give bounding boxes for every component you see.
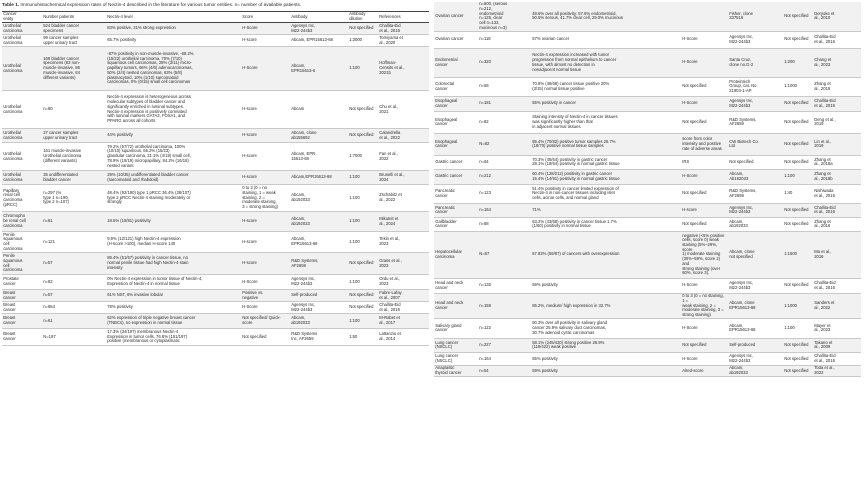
cancer-entity-cell: Breast cancer — [3, 315, 16, 325]
cancer-entity-cell: Chromopho be renal cell carcinoma — [3, 213, 26, 228]
score-cell: H-Score — [682, 325, 698, 331]
reference-cell: Mikuteit et al., 2024 — [379, 215, 399, 226]
cancer-entity-cell: Head and neck cancer — [435, 300, 464, 310]
table-row — [2, 185, 429, 212]
score-cell: H-score — [682, 206, 697, 212]
score-cell: Not specified — [682, 342, 707, 348]
score-cell: H-Score — [242, 278, 258, 284]
score-cell: H-Score — [682, 36, 698, 42]
dilution-cell: 1:200 — [784, 59, 795, 65]
table-row — [434, 318, 861, 338]
nectin4-level-cell: 67.82% (59/87) of cancers with overexpression — [532, 251, 620, 257]
patients-cell: 169 bladder cancer specimens (83 non- muscle-invasive, 86 muscle-invasive, 84 different variants) — [43, 55, 80, 80]
header-score: Score — [241, 12, 290, 23]
reference-cell: Mayer et al., 2023 — [814, 322, 831, 333]
nectin4-level-cell: 48.6% over all positivity: 57.6% endometrioid, 50.5% serous, 41.7% clear cell, 29.0% mucinous — [532, 10, 623, 21]
dilution-cell: Not specified — [784, 282, 809, 288]
table-row — [434, 77, 861, 96]
table-row — [2, 232, 429, 253]
dilution-cell: Not specified — [784, 13, 809, 19]
dilution-cell: 1:100 — [349, 194, 360, 200]
antibody-cell: Self-produced — [729, 342, 756, 348]
patients-cell: n=164 — [479, 355, 491, 361]
patients-cell: n=57 — [43, 292, 53, 298]
dilution-cell: 1:1500 — [784, 251, 797, 257]
nectin4-level-cell: 55% positivity — [532, 355, 558, 361]
cancer-entity-cell: Breast cancer — [3, 289, 16, 300]
table-row — [434, 352, 861, 365]
cancer-entity-cell: Papillary renal cell carcinoma (pRCC) — [3, 187, 23, 207]
cancer-entity-cell: Salivary gland cancer — [435, 322, 462, 333]
nectin4-level-cell: 60.4% (128/212) positivity in gastric cancer 15.4% (14/91) positivity in normal gastric tissue — [532, 171, 620, 181]
nectin4-level-cell: 63.2% (43/68) positivity in cancer tissue 1.7% (1/60) positivity in normal tissue — [532, 218, 617, 229]
nectin4-level-cell: 59% positivity — [532, 367, 558, 373]
patients-cell: n=500, (serous n=212, endometrioid n=125, clear cell n=132, mucinous n=3) — [479, 2, 508, 30]
score-cell: H-Score — [682, 100, 698, 106]
reference-cell: Challita-Eid et al., 2016 — [814, 280, 836, 290]
cancer-entity-cell: Urothelial carcinoma — [3, 150, 23, 161]
reference-cell: Challita-Eid et al., 2016 — [814, 34, 836, 44]
reference-cell: Challita-Eid et al., 2016 — [379, 301, 401, 312]
nectin4-level-cell: 86.2%, medium/ high expression in 32.7% — [532, 302, 611, 308]
cancer-entity-cell: Lung cancer (NSCLC) — [435, 339, 459, 350]
dilution-cell: Not specified — [784, 355, 809, 361]
nectin4-level-cell: 83% positive, 31% strong expression — [107, 25, 176, 31]
antibody-cell: R&D Systems, AF2659 — [291, 257, 319, 268]
nectin4-level-cell: 78% positivity — [107, 304, 133, 310]
reference-cell: Grass et al., 2023 — [379, 257, 402, 268]
table-row — [2, 275, 429, 290]
patients-cell: n=297 (% type 1 n=190, type 2 n=107) — [43, 189, 69, 205]
table-row — [434, 278, 861, 293]
antibody-cell: Agensys Inc, M22-244b3 — [291, 301, 316, 312]
table-row — [2, 302, 429, 314]
nectin4-level-cell: 85.4% (70/82) positive tumor samples 25.7% (18/70) positive normal tissue samples — [532, 138, 616, 149]
cancer-entity-cell: Pancreatic cancer — [435, 204, 455, 215]
cancer-entity-cell: Esophageal cancer — [435, 116, 458, 127]
patients-cell: n=121 — [43, 238, 55, 244]
antibody-cell: Agensys Inc, M22-244b3 — [729, 280, 754, 290]
table-row — [2, 329, 429, 346]
antibody-cell: Abcam, ab192033 — [291, 192, 310, 202]
score-cell: H-score — [242, 106, 257, 112]
antibody-cell: Agensys Inc, M22-244b3 — [729, 34, 754, 44]
dilution-cell: 1:1000 — [784, 83, 797, 89]
antibody-cell: Agensys Inc, M22-244b3 — [291, 276, 316, 286]
antibody-cell: Abcam, EPR 15613-68 — [291, 150, 316, 161]
cancer-entity-cell: Penile squamous cell carcinoma — [3, 253, 23, 273]
cancer-entity-cell: Breast cancer — [3, 301, 16, 312]
dilution-cell: 1:7000 — [349, 153, 362, 159]
patients-cell: n=81 — [43, 218, 53, 224]
dilution-cell: 1:40 — [784, 190, 793, 196]
dilution-cell: Not specified — [349, 106, 374, 112]
table-row — [2, 47, 429, 91]
table-row — [2, 212, 429, 232]
reference-cell: Zhang et al., 2016 — [814, 218, 831, 229]
antibody-cell: Abcam, EPR15613-68 — [291, 37, 333, 43]
table-row — [434, 338, 861, 352]
header-nectin4-level: Nectin-4 level — [106, 12, 241, 23]
score-cell: Positive vs. negative — [242, 289, 264, 300]
dilution-cell: Not specified — [349, 25, 374, 31]
table-row — [434, 184, 861, 203]
patients-cell: n=320 — [479, 59, 491, 65]
score-cell: Not specified — [242, 333, 267, 339]
table-row — [434, 169, 861, 184]
antibody-cell: Agensys Inc, M22-244b3 — [729, 204, 754, 215]
nectin4-level-cell: 9.9% (12/121) high Nectin-4 expression (H-score >100), median H-score 140 — [107, 236, 181, 246]
nectin4-level-cell: 57% ovarian cancer — [532, 36, 570, 42]
table-row — [2, 129, 429, 143]
dilution-cell: Not specified — [784, 100, 809, 106]
right-column — [434, 2, 861, 377]
table-row — [434, 2, 861, 31]
left-table-body — [2, 23, 429, 346]
score-cell: 0 to 3 (0 = no staining, 1 = weak staining, 2 = moderate staining, 3 = strong staining) — [242, 185, 278, 210]
patients-cell: n=82 — [43, 278, 53, 284]
antibody-cell: Abcam,EPR15613-68 — [291, 174, 332, 180]
cancer-entity-cell: Ovarian cancer — [435, 13, 464, 19]
cancer-entity-cell: Urothelial carcinoma — [3, 103, 23, 114]
dilution-cell: Not specified — [784, 342, 809, 348]
score-cell: negative (<5% positive cells, score 0) weak staining (5%–29%, score 1) moderate staining (30%–59%, score 2) and strong staining (over 60%, score 3). — [682, 232, 725, 276]
score-cell: H-score — [242, 174, 257, 180]
expression-table-left — [2, 11, 429, 346]
patients-cell: 35 undifferentiated bladder cancer — [43, 171, 78, 182]
patients-cell: 161 muscle-invasive Urothelial carcinoma (different variants) — [43, 148, 82, 163]
cancer-entity-cell: Endometrial cancer — [435, 57, 458, 67]
nectin4-level-cell: 51.4% positivity in cancer limited expression of Nectin-4 in non-cancer tissues including islet cells, acinar cells, and normal gland — [532, 185, 619, 201]
reference-cell: Calandrella et al., 2022 — [379, 129, 401, 140]
dilution-cell: 1:100 — [349, 218, 360, 224]
dilution-cell: 1:1000 — [784, 302, 797, 308]
dilution-cell: Not specified — [784, 220, 809, 226]
table-caption — [2, 2, 429, 11]
dilution-cell: Not specified — [349, 304, 374, 310]
nectin4-level-cell: 61% NST, 6% invasive lobular — [107, 292, 164, 298]
cancer-entity-cell: Esophageal cancer — [435, 98, 458, 108]
nectin4-level-cell: 70.3% (45/64) positivity in gastric cancer 28.1% (18/64) positivity in normal gastric tissue — [532, 156, 620, 167]
header-antibody-dilution: Antibody dilution — [348, 12, 378, 23]
antibody-cell: Abcam, ab192033 — [291, 215, 310, 226]
patients-cell: n=68 — [479, 220, 489, 226]
antibody-cell: Abcam, ab192033 — [729, 365, 748, 375]
antibody-cell: Abcam, clone EPR15613-68 — [729, 300, 756, 310]
nectin4-level-cell: 0% Nectin-4 expression in tumor tissue of Nectin-4, Expression of Nectin-4 in normal tissue — [107, 276, 203, 286]
right-table-body — [434, 2, 861, 376]
antibody-cell: Agensys Inc, M22-244b3 — [729, 353, 754, 363]
nectin4-level-cell: Staining intensity of Nectin-4 in cancer tissues was significantly higher than that in adjacent normal tissues — [532, 114, 618, 129]
antibody-cell: Santa Cruz, clone no.G-2 — [729, 57, 754, 67]
table-row — [434, 133, 861, 155]
patients-cell: n=57 — [43, 260, 53, 266]
reference-cell: Zschäbitz et al., 2022 — [379, 192, 402, 202]
antibody-cell: Abcam, EPR15613-68 — [729, 322, 756, 333]
cancer-entity-cell: Hepatocellular carcinoma — [435, 249, 462, 259]
patients-cell: 524 bladder cancer specimens — [43, 22, 80, 33]
antibody-cell: Abcam, clone ab155692 — [291, 129, 317, 140]
patients-cell: n=123 — [479, 190, 491, 196]
score-cell: H-Score — [242, 304, 258, 310]
cancer-entity-cell: Urothelial carcinoma — [3, 171, 23, 182]
reference-cell: Nishiwada et al., 2015 — [814, 188, 835, 198]
header-cancer-entity: Cancer entity — [2, 12, 42, 23]
table-row — [434, 31, 861, 48]
reference-cell: Challita-Eid et al., 2016 — [379, 22, 401, 33]
dilution-cell: Not specified — [784, 140, 809, 146]
antibody-cell: Abcam, ab192033 — [729, 218, 748, 229]
score-cell: H-score — [242, 37, 257, 43]
cancer-entity-cell: Urothelial carcinoma — [3, 62, 23, 73]
antibody-cell: Abcam, Ab192033 — [729, 171, 749, 181]
score-cell: H-Score — [682, 282, 698, 288]
reference-cell: Tomiyama et al., 2020 — [379, 34, 403, 45]
nectin4-level-cell: -87% positivity in non-muscle-invasive, -68.2% (15/22) urothelial carcinoma, 70% (7/10) squamous cell carcinomas, 28% (3/11) micro- papillary tumors, 66% (4/6) adenocarcinomas, 50% (2/4) nested carcinomas, 63% (5/8) plasmacytoid, 10% (1/10) sarcomatoid carcinomas, 0% (0/15) small cell carcinomas — [107, 51, 194, 85]
left-column — [2, 2, 429, 346]
reference-cell: Ma et al., 2016 — [814, 249, 832, 259]
patients-cell: n=227 — [479, 342, 491, 348]
table-row — [434, 293, 861, 318]
antibody-cell: Abcam, EPR15613-68 — [291, 236, 318, 246]
patients-cell: 27 cancer samples upper urinary tract — [43, 129, 79, 140]
reference-cell: Challita-Eid et al., 2016 — [814, 204, 836, 215]
antibody-cell: Abcam, ab192033 — [291, 315, 310, 325]
reference-cell: Chu et al., 2021 — [379, 103, 399, 114]
reference-cell: Challita-Eid et al., 2016 — [814, 98, 836, 108]
dilution-cell: 1:100 — [349, 238, 360, 244]
nectin4-level-cell: 80.3% over all positivity in salivary gland cancer 25.9% salivary duct carcinomas, 30.7% adenoid cystic carcinomas — [532, 320, 608, 335]
caption-label: Table 1. — [2, 2, 20, 7]
cancer-entity-cell: Anaplastic thyroid cancer — [435, 365, 462, 375]
score-cell: 0 to 3 (0 = no staining, 1 = weak staining, 2 = moderate staining, 3 = strong staining) — [682, 293, 724, 317]
antibody-cell: Agensys Inc, M22-244b3 — [729, 98, 754, 108]
cancer-entity-cell: Breast cancer — [3, 331, 16, 341]
reference-cell: Zhang et al., 2018b — [814, 171, 833, 181]
patients-cell: n=212 — [479, 173, 491, 179]
reference-cell: Takano et al., 2009 — [814, 339, 833, 350]
reference-cell: Hoffman- Censits et al., 2021b — [379, 60, 405, 75]
dilution-cell: Not specified — [349, 132, 374, 138]
reference-cell: Sanders et al., 2022 — [814, 300, 835, 310]
dilution-cell: 1:100 — [784, 173, 795, 179]
table-row — [2, 23, 429, 35]
reference-cell: Ordu et al., 2023 — [379, 276, 400, 286]
dilution-cell: 1:100 — [349, 174, 360, 180]
score-cell: H-score — [242, 238, 257, 244]
dilution-cell: Not specified — [784, 206, 809, 212]
dilution-cell: 1:100 — [349, 278, 360, 284]
patients-cell: n=64 — [479, 158, 489, 164]
cancer-entity-cell: Pancreatic cancer — [435, 188, 455, 198]
reference-cell: Deryoke et al., 2010 — [814, 10, 835, 21]
reference-cell: Lattanzio et al., 2014 — [379, 331, 401, 341]
table-header-row — [2, 12, 429, 23]
patients-cell: n=61 — [43, 317, 53, 323]
antibody-cell: Abcam, clone not specified — [729, 249, 755, 259]
score-cell: score from color intensity and positive rate of adverse areas — [682, 136, 722, 151]
table-row — [2, 35, 429, 47]
nectin4-level-cell: 44% positivity — [107, 132, 133, 138]
cancer-entity-cell: Penile squamous cell carcinoma — [3, 231, 23, 251]
table-row — [434, 96, 861, 111]
header-number-patients: Number patients — [42, 12, 106, 23]
table-row — [434, 217, 861, 231]
nectin4-level-cell: 71% — [532, 206, 541, 212]
score-cell: Not specified — [682, 83, 707, 89]
table-row — [434, 155, 861, 169]
nectin4-level-cell: 70.8% (48/68) cancer tissue positive 20% (3/15) normal tissue positive — [532, 81, 610, 91]
score-cell: Not specified/ Quick- score — [242, 315, 281, 325]
score-cell: H-score — [242, 132, 257, 138]
table-row — [434, 48, 861, 77]
reference-cell: Zhang et al., 2019 — [814, 81, 831, 91]
antibody-cell: Agensys Inc, M22-244b3 — [291, 22, 316, 33]
patients-cell: n=159 — [479, 302, 491, 308]
score-cell: Not specified — [682, 190, 707, 196]
score-cell: H-score — [242, 153, 257, 159]
antibody-cell: Not specified — [729, 158, 754, 164]
patients-cell: n=82 — [479, 118, 489, 124]
reference-cell: Chang et al., 2023 — [814, 57, 832, 67]
score-cell — [681, 2, 728, 31]
reference-cell: Fabre-Lafay et al., 2007 — [379, 289, 402, 300]
nectin4-level-cell: 17.3% (34/197) membranous Nectin-4 Expression in tumor cells, 76.6% (151/197) positive (membranous or cytoplasmatic — [107, 328, 188, 344]
dilution-cell: Not specified — [784, 158, 809, 164]
score-cell: H-score — [242, 218, 257, 224]
cancer-entity-cell: Urothelial carcinoma — [3, 22, 23, 33]
dilution-cell: Not specified — [349, 260, 374, 266]
table-row — [2, 253, 429, 275]
patients-cell: N=87 — [479, 251, 490, 257]
reference-cell: Challita-Eid et al., 2016 — [814, 353, 836, 363]
antibody-cell: R&D Systems Inc, AF2659 — [291, 331, 318, 341]
table-row — [2, 314, 429, 329]
cancer-entity-cell: Colorectal cancer — [435, 81, 455, 91]
patients-cell: n=122 — [479, 325, 491, 331]
antibody-cell: R&D Systems, AF2659 — [729, 116, 757, 127]
cancer-entity-cell: Lung cancer (NSCLC) — [435, 353, 459, 363]
antibody-cell: Self-produced — [291, 292, 318, 298]
nectin4-level-cell: 58.1% (245/420) strong positive 26.9% (119/422) weak positive — [532, 339, 605, 350]
antibody-cell: R&D Systems, AF2659 — [729, 188, 757, 198]
patients-cell: N=197 — [43, 333, 56, 339]
antibody-cell: Fisher, clone 337516 — [729, 10, 753, 21]
nectin4-level-cell: 48.4% (92/190) type 1 pRCC 36.4% (39/107) type 2 pRCC Nectin-4 staining moderately or strongly — [107, 189, 191, 205]
score-cell: H-Score — [682, 173, 698, 179]
reference-cell: Brunelli et al., 2024 — [379, 171, 405, 182]
dilution-cell: 1:100 — [349, 317, 360, 323]
header-antibody: Antibody — [290, 12, 348, 23]
nectin4-level-cell: 59% positivity — [532, 282, 558, 288]
dilution-cell: Not specified — [784, 367, 809, 373]
nectin4-level-cell: 18.5% (15/81) positivity — [107, 218, 151, 224]
antibody-cell: CW Biotech Co. Ltd — [729, 138, 759, 149]
expression-table-right — [434, 2, 861, 377]
patients-cell: n=54 — [479, 367, 489, 373]
cancer-entity-cell: Gallbladder cancer — [435, 218, 457, 229]
table-row — [434, 365, 861, 376]
patients-cell: N=82 — [479, 140, 490, 146]
dilution-cell: 1:100 — [784, 325, 795, 331]
score-cell: H-Score — [682, 355, 698, 361]
dilution-cell: 1:60 — [349, 333, 358, 339]
score-cell: H-score — [242, 260, 257, 266]
score-cell: H-Score — [682, 59, 698, 65]
patients-cell: n=654 — [43, 304, 55, 310]
patients-cell: n=118 — [479, 36, 491, 42]
table-row — [2, 91, 429, 129]
nectin4-level-cell: 62% expression of triple negative breast cancer (TNBCs), no expression in normal tissue — [107, 315, 196, 325]
cancer-entity-cell: Urothelial carcinoma — [3, 34, 23, 45]
nectin4-level-cell: Nectin-4 expression is heterogeneous across molecular subtypes of bladder cancer and significantly enriched in luminal subtypes. Nectin-4 expression is positively correlated with luminal markers GATA3, FOXA1, and PPARG across all cohorts — [107, 94, 191, 123]
caption-text: Immunohistochemical expression rates of Nectin-4 described in the literature for various tumor entities. n= number of available patients. — [20, 2, 302, 7]
cancer-entity-cell: Prostate cancer — [3, 276, 19, 286]
cancer-entity-cell: Esophageal cancer — [435, 138, 458, 149]
table-row — [2, 171, 429, 185]
table-row — [2, 143, 429, 171]
header-references: References — [378, 12, 429, 23]
nectin4-level-cell: 79.2% (57/72) urothelial carcinoma, 100% (10/10) squamous, 65.2% (15/23) glandular carcinoma, 21.1% (4/19) small cell, 78.9% (15/19) micropapillary, 84.2% (16/18) nested variant — [107, 143, 191, 168]
reference-cell: M-Rabet et al., 2017 — [379, 315, 400, 325]
patients-cell: n=68 — [479, 83, 489, 89]
nectin4-level-cell: 65.7% positivity — [107, 37, 137, 43]
score-cell: Not specified — [682, 220, 707, 226]
antibody-cell: Abcam — [291, 106, 305, 112]
cancer-entity-cell: Urothelial carcinoma — [3, 129, 23, 140]
cancer-entity-cell: Ovarian cancer — [435, 36, 464, 42]
nectin4-level-cell: 29% (10/35) undifferentiated bladder cancer (sarcomatoid and rhabdoid) — [107, 171, 189, 182]
cancer-entity-cell: Gastric cancer — [435, 158, 463, 164]
score-cell: H-Score — [242, 25, 258, 31]
patients-cell: 99 cancer samples upper urinary tract — [43, 34, 79, 45]
dilution-cell: Not specified — [349, 292, 374, 298]
cancer-entity-cell: Head and neck cancer — [435, 280, 464, 290]
dilution-cell: Not specified — [784, 36, 809, 42]
score-cell: Alred-score — [682, 367, 704, 373]
dilution-cell: 1:100 — [349, 65, 360, 71]
patients-cell: n=80 — [43, 106, 53, 112]
nectin4-level-cell: Nectin-4 expression increased with tumor progression from normal epithelium to cancer tissue, with almost no detection in nonadjacent normal tissue — [532, 52, 617, 72]
score-cell: IRS — [682, 158, 690, 164]
score-cell: H-Score — [242, 65, 258, 71]
cancer-entity-cell: Gastric cancer — [435, 173, 463, 179]
patients-cell: n=164 — [479, 206, 491, 212]
table-row — [2, 290, 429, 302]
antibody-cell: Proteintech Group, cat. No 21903-1-AP — [729, 78, 757, 94]
dilution-cell: Not specified — [784, 118, 809, 124]
reference-cell: Zhang et al., 2018a — [814, 156, 833, 167]
reference-cell: Toda et al., 2022 — [814, 365, 835, 375]
dilution-cell: 1:3000 — [349, 37, 362, 43]
antibody-cell: Abcam, EPR15613-6 — [291, 62, 316, 73]
reference-cell: Fan et al., 2022 — [379, 150, 398, 161]
reference-cell: Tekin et al., 2023 — [379, 236, 401, 246]
reference-cell: Lin et al., 2019 — [814, 138, 832, 149]
table-row — [434, 111, 861, 133]
reference-cell: Deng et al., 2019 — [814, 116, 836, 127]
table-row — [434, 231, 861, 278]
nectin4-level-cell: 89.4% (51/57) positivity in cancer tissue, no normal penile tissue had high Nectin-4 stain intensity — [107, 255, 189, 270]
score-cell: Not specified — [682, 118, 707, 124]
nectin4-level-cell: 55% positivity in cancer — [532, 100, 576, 106]
patients-cell: n=181 — [479, 100, 491, 106]
patients-cell: n=135 — [479, 282, 491, 288]
table-row — [434, 203, 861, 217]
